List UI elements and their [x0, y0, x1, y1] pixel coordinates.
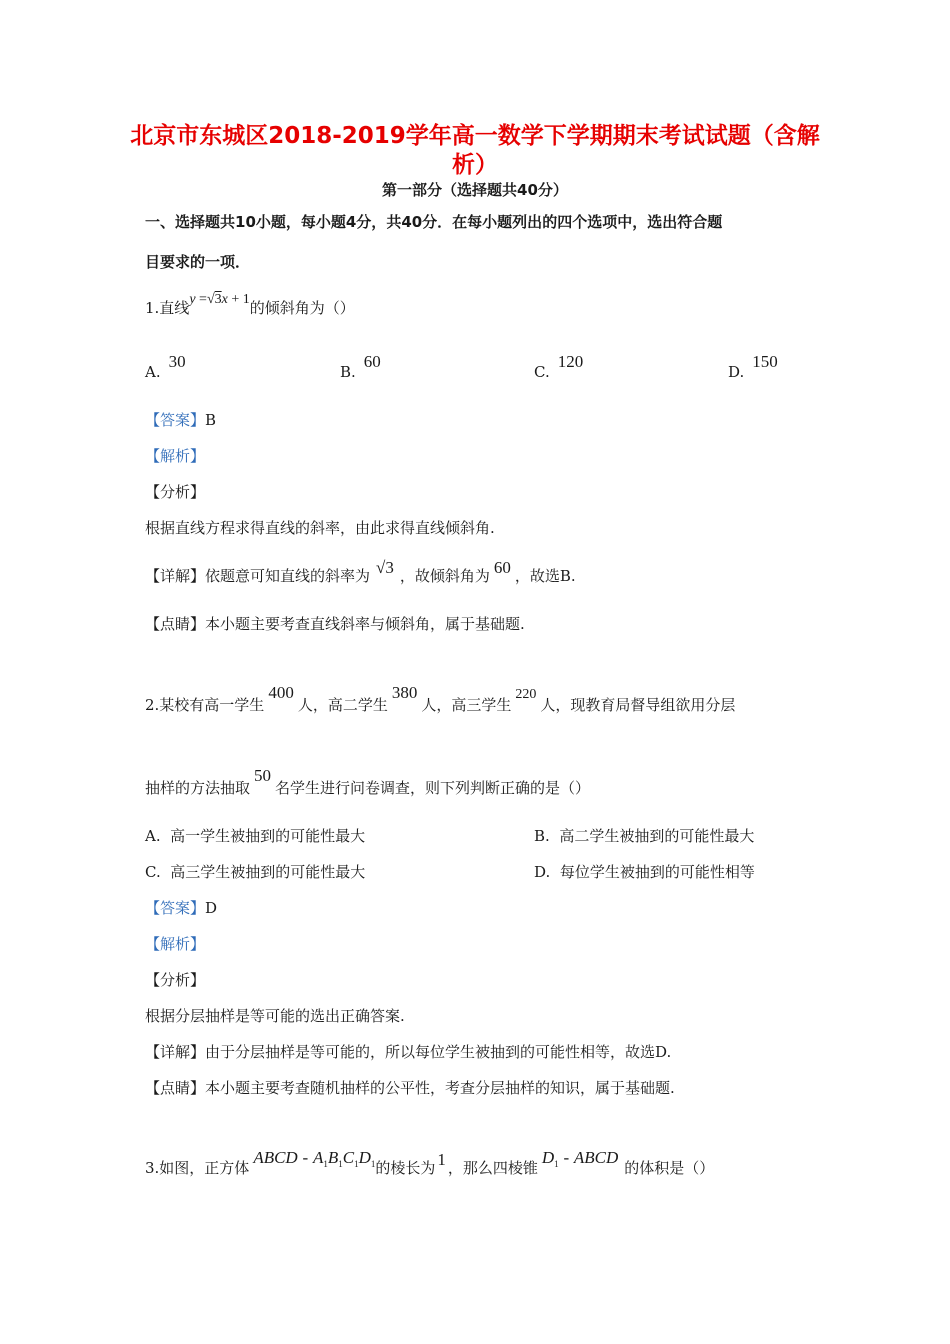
detail-text: 由于分层抽样是等可能的，所以每位学生被抽到的可能性相等，故选D.: [205, 1043, 672, 1061]
option-text: 高三学生被抽到的可能性最大: [170, 863, 366, 881]
subscript: 1: [323, 1159, 328, 1169]
q2-option-b: [534, 826, 754, 846]
vertex-c1: C: [342, 1148, 355, 1167]
comment-text: 本小题主要考查直线斜率与倾斜角，属于基础题.: [205, 615, 525, 633]
detail-text-c: ，故选B.: [514, 567, 576, 585]
option-label: C.: [145, 863, 161, 881]
answer-value: B: [205, 411, 217, 429]
grade3-count: 220: [515, 687, 537, 702]
cube-name: ABCD: [253, 1148, 298, 1167]
option-label: D.: [534, 863, 551, 881]
option-label: A.: [145, 827, 161, 845]
option-label: B.: [340, 363, 356, 381]
q1-option-b: [340, 352, 381, 382]
q1-fenxi-tag: 【分析】: [145, 483, 206, 501]
stem-text: 抽样的方法抽取: [145, 779, 251, 797]
option-label: D.: [728, 363, 745, 381]
vertex-d1: D: [541, 1148, 555, 1167]
formula-three: 3: [214, 292, 222, 307]
sample-size: 50: [254, 766, 272, 785]
stem-text: 人，现教育局督导组欲用分层: [540, 696, 736, 714]
detail-text-a: 依题意可知直线的斜率为: [205, 567, 371, 585]
grade2-count: 380: [391, 683, 418, 702]
pyramid-apex: [542, 1148, 559, 1167]
stem-text: 人，高二学生: [297, 696, 388, 714]
subscript: 1: [338, 1159, 343, 1169]
q2-comment: [145, 1078, 675, 1098]
option-label: A.: [145, 363, 161, 381]
option-text: 高二学生被抽到的可能性最大: [559, 827, 755, 845]
comment-tag: 【点睛】: [145, 1079, 206, 1097]
vertex-d1: D: [358, 1148, 371, 1167]
stem-text: 人，高三学生: [421, 696, 512, 714]
subscript: 1: [554, 1159, 559, 1169]
q2-option-a: [145, 826, 365, 846]
q1-fenxi: 根据直线方程求得直线的斜率，由此求得直线倾斜角.: [145, 519, 495, 537]
question-1-formula: [189, 292, 249, 307]
stem-text: 的体积是（）: [624, 1159, 715, 1177]
option-value: 30: [168, 352, 186, 371]
subscript: 1: [354, 1159, 359, 1169]
option-label: B.: [534, 827, 550, 845]
detail-tag: 【详解】: [145, 1043, 206, 1061]
detail-text-b: ，故倾斜角为: [399, 567, 490, 585]
document-title-line2: 析）: [452, 152, 498, 178]
q2-fenxi-tag: 【分析】: [145, 971, 206, 989]
q2-option-d: [534, 862, 755, 882]
q1-jiexi-tag: 【解析】: [145, 447, 206, 465]
question-1-stem: [145, 292, 355, 320]
formula-plus-one: + 1: [231, 292, 250, 307]
detail-sqrt: √3: [376, 558, 394, 577]
q1-option-c: [534, 352, 584, 382]
option-value: 60: [363, 352, 381, 371]
option-value: 150: [752, 352, 778, 371]
option-text: 每位学生被抽到的可能性相等: [559, 863, 755, 881]
comment-text: 本小题主要考查随机抽样的公平性，考查分层抽样的知识，属于基础题.: [205, 1079, 675, 1097]
formula-eq: =: [199, 292, 207, 307]
part-heading: 第一部分（选择题共40分）: [382, 181, 568, 199]
answer-value: D: [205, 899, 218, 917]
option-label: C.: [534, 363, 550, 381]
section-instructions-line2: 目要求的一项．: [145, 253, 251, 271]
q2-jiexi-tag: 【解析】: [145, 935, 206, 953]
stem-text: 的棱长为: [375, 1159, 436, 1177]
question-3-stem: [145, 1148, 715, 1184]
stem-text: 3.如图，正方体: [145, 1159, 250, 1177]
detail-angle: 60: [493, 558, 511, 577]
grade1-count: 400: [268, 683, 294, 702]
cube-top-face: [313, 1148, 375, 1167]
dash: -: [563, 1148, 570, 1167]
option-text: 高一学生被抽到的可能性最大: [170, 827, 366, 845]
stem-text: 2.某校有高一学生: [145, 696, 265, 714]
formula-x: x: [221, 292, 228, 307]
question-1-prefix: 1.直线: [145, 299, 190, 317]
dash: -: [302, 1148, 309, 1167]
q1-comment: [145, 614, 525, 634]
section-instructions-line1: 一、选择题共10小题，每小题4分，共40分．在每小题列出的四个选项中，选出符合题: [145, 213, 723, 231]
subscript: 1: [370, 1159, 376, 1169]
vertex-b1: B: [327, 1148, 339, 1167]
edge-length: 1: [437, 1150, 446, 1169]
comment-tag: 【点睛】: [145, 615, 206, 633]
stem-text: ，那么四棱锥: [447, 1159, 538, 1177]
q1-option-d: [728, 352, 778, 382]
question-1-suffix: 的倾斜角为（）: [249, 299, 355, 317]
document-title-line1: 北京市东城区2018-2019学年高一数学下学期期末考试试题（含解: [130, 123, 820, 149]
question-2-stem-line1: [145, 683, 736, 717]
answer-tag: 【答案】: [145, 411, 206, 429]
stem-text: 名学生进行问卷调查，则下列判断正确的是（）: [275, 779, 591, 797]
q2-detail: [145, 1042, 671, 1062]
q2-fenxi: 根据分层抽样是等可能的选出正确答案.: [145, 1007, 405, 1025]
option-value: 120: [557, 352, 584, 371]
formula-sqrt: √: [206, 292, 215, 307]
vertex-a1: A: [312, 1148, 324, 1167]
formula-y: y: [189, 292, 196, 307]
question-2-stem-line2: [145, 766, 591, 798]
q2-answer: [145, 898, 217, 918]
q1-answer: [145, 410, 216, 430]
answer-tag: 【答案】: [145, 899, 206, 917]
q1-option-a: [145, 352, 186, 382]
pyramid-base: ABCD: [573, 1148, 619, 1167]
q1-detail: [145, 558, 576, 586]
q2-option-c: [145, 862, 365, 882]
detail-tag: 【详解】: [145, 567, 206, 585]
